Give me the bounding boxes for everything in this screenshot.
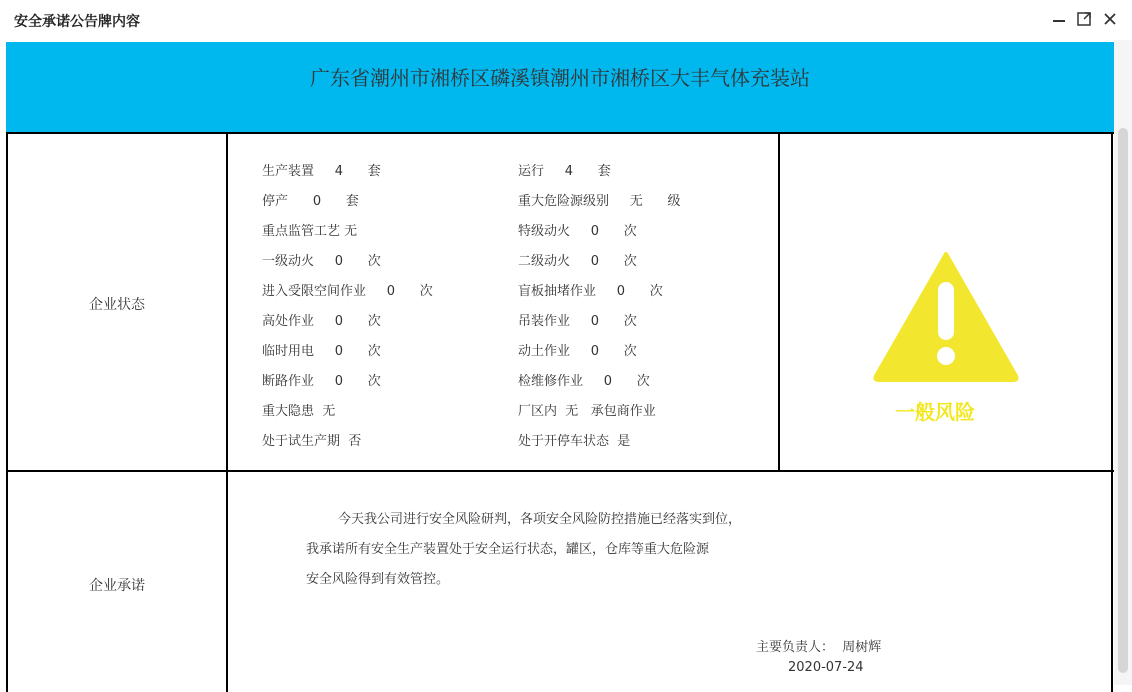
scrollbar-thumb[interactable] <box>1118 128 1128 673</box>
status-field-road-closure: 断路作业 0 次 <box>262 374 381 389</box>
close-icon[interactable] <box>1101 10 1119 28</box>
promise-line-3: 安全风险得到有效管控。 <box>306 572 450 587</box>
status-field-trial-production: 处于试生产期 否 <box>262 434 362 449</box>
grid-line <box>1111 132 1113 692</box>
signer <box>756 636 881 655</box>
signer-label: 主要负责人： <box>756 640 835 655</box>
scrollbar-track[interactable] <box>1114 40 1132 685</box>
status-field-temp-power: 临时用电 0 次 <box>262 344 381 359</box>
status-field-contractor: 厂区内 无 承包商作业 <box>518 404 656 419</box>
status-field-production-units: 生产装置 4 套 <box>262 164 381 179</box>
status-field-startup-shutdown: 处于开停车状态 是 <box>518 434 631 449</box>
window-title: 安全承诺公告牌内容 <box>14 14 140 30</box>
grid-line <box>6 470 1114 472</box>
header-banner <box>6 42 1114 132</box>
status-field-major-hazard: 重大隐患 无 <box>262 404 336 419</box>
grid-line <box>6 132 1114 134</box>
status-label: 企业状态 <box>89 297 145 313</box>
status-field-key-process: 重点监管工艺 无 <box>262 224 358 239</box>
status-field-blind-plate: 盲板抽堵作业 0 次 <box>518 284 663 299</box>
status-field-excavation: 动土作业 0 次 <box>518 344 637 359</box>
grid-line <box>6 132 8 692</box>
status-field-maintenance: 检维修作业 0 次 <box>518 374 650 389</box>
status-field-hazard-level: 重大危险源级别 无 级 <box>518 194 681 209</box>
promise-date: 2020-07-24 <box>788 660 864 675</box>
status-field-special-hotwork: 特级动火 0 次 <box>518 224 637 239</box>
promise-label: 企业承诺 <box>89 578 145 594</box>
grid-line <box>778 132 780 472</box>
grid-line <box>226 132 228 692</box>
status-field-halted: 停产 0 套 <box>262 194 359 209</box>
maximize-icon[interactable] <box>1075 10 1093 28</box>
status-field-confined-space: 进入受限空间作业 0 次 <box>262 284 433 299</box>
promise-line-1: 今天我公司进行安全风险研判，各项安全风险防控措施已经落实到位， <box>338 512 742 527</box>
signer-name: 周树辉 <box>842 640 882 655</box>
status-field-level2-hotwork: 二级动火 0 次 <box>518 254 637 269</box>
status-field-height-work: 高处作业 0 次 <box>262 314 381 329</box>
risk-level-text: 一般风险 <box>895 400 975 424</box>
status-field-running: 运行 4 套 <box>518 164 611 179</box>
status-field-lifting: 吊装作业 0 次 <box>518 314 637 329</box>
window-titlebar <box>0 0 1132 40</box>
station-title: 广东省潮州市湘桥区磷溪镇潮州市湘桥区大丰气体充装站 <box>310 66 810 90</box>
status-field-level1-hotwork: 一级动火 0 次 <box>262 254 381 269</box>
minimize-icon[interactable] <box>1050 10 1068 28</box>
warning-triangle-icon <box>872 248 1020 384</box>
promise-line-2: 我承诺所有安全生产装置处于安全运行状态，罐区，仓库等重大危险源 <box>306 542 710 557</box>
